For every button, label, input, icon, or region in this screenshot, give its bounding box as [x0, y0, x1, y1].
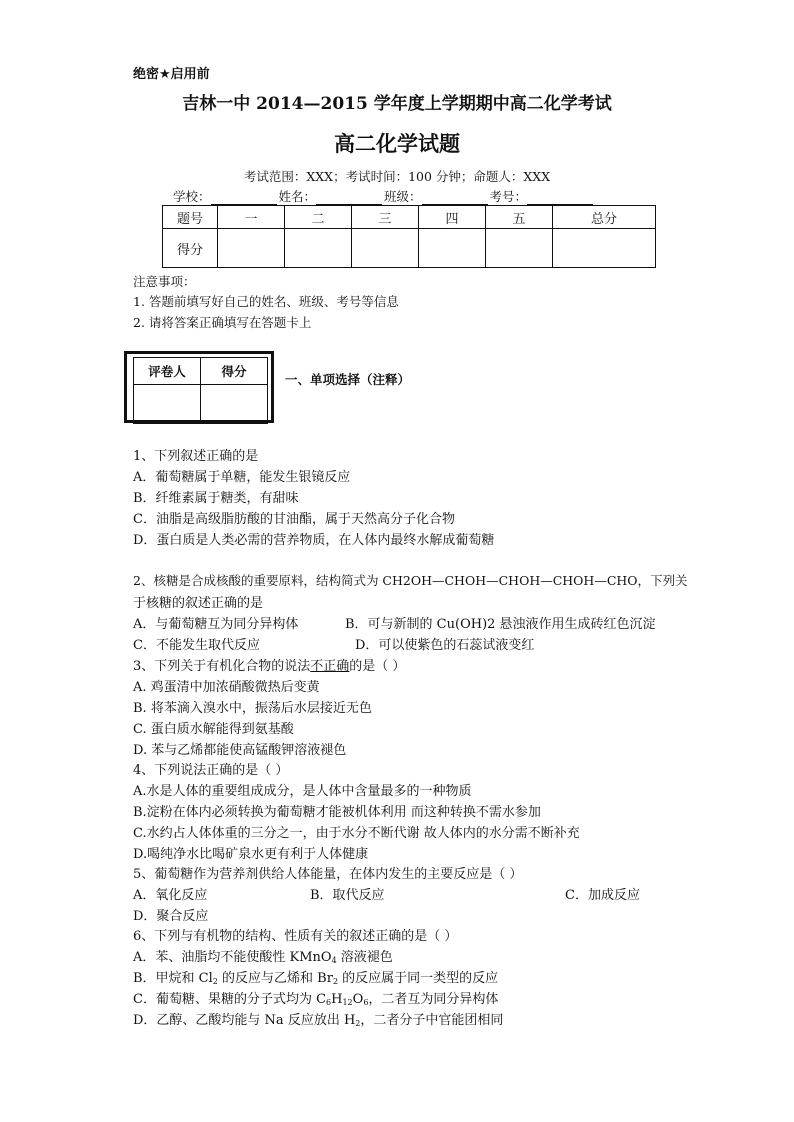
option-b: B．可与新制的 Cu(OH)2 悬浊液作用生成砖红色沉淀 [345, 617, 656, 632]
option-a-text: A．苯、油脂均不能使酸性 KMnO [133, 950, 332, 965]
option-b [133, 967, 498, 986]
option-b: B. 将苯滴入溴水中，振荡后水层接近无色 [133, 701, 372, 716]
grader-label: 评卷人 [134, 358, 201, 385]
name-label: 姓名： [278, 189, 317, 204]
student-info-row [173, 187, 595, 205]
subscript: 4 [331, 956, 337, 965]
notes-heading: 注意事项： [133, 274, 196, 289]
question-stem-cont: 于核糖的叙述正确的是 [133, 596, 264, 611]
option-d-text: D．乙醇、乙酸均能与 Na 反应放出 H [133, 1013, 356, 1028]
element-symbol: H [331, 992, 343, 1007]
option-b-text: B．甲烷和 Cl [133, 971, 213, 986]
question-stem: 1、下列叙述正确的是 [133, 449, 259, 464]
grader-name-cell[interactable] [134, 385, 201, 424]
option-a: A．氧化反应 [133, 888, 208, 903]
score-cell: 总分 [553, 206, 656, 229]
option-b: B．纤维素属于糖类，有甜味 [133, 491, 299, 506]
subscript: 2 [332, 977, 339, 986]
score-cell: 二 [285, 206, 352, 229]
option-a: A．与葡萄糖互为同分异构体 [133, 617, 299, 632]
grader-score-label: 得分 [201, 358, 268, 385]
exam-no-blank [527, 192, 593, 205]
element-symbol: O [352, 992, 364, 1007]
option-c: C．油脂是高级脂肪酸的甘油酯，属于天然高分子化合物 [133, 512, 455, 527]
score-table-score-row [163, 229, 656, 268]
question-stem: 2、核糖是合成核酸的重要原料，结构简式为 CH2OH—CHOH—CHOH—CHOH—CHO，下列关 [133, 573, 688, 588]
score-input-cell[interactable] [218, 229, 285, 268]
option-b: B．取代反应 [310, 888, 385, 903]
option-d: D．蛋白质是人类必需的营养物质，在人体内最终水解成葡萄糖 [133, 533, 495, 548]
score-input-cell[interactable] [486, 229, 553, 268]
score-table [162, 205, 656, 268]
option-b: B.淀粉在体内必须转换为葡萄糖才能被机体利用 而这种转换不需水参加 [133, 805, 541, 820]
option-a-text-end: 溶液褪色 [336, 950, 393, 965]
option-c: C.水约占人体体重的三分之一，由于水分不断代谢 故人体内的水分需不断补充 [133, 826, 580, 841]
subscript: 12 [342, 998, 353, 1007]
score-input-cell[interactable] [285, 229, 352, 268]
school-label: 学校： [173, 189, 211, 204]
stem-pre: 3、下列关于有机化合物的说法 [133, 659, 311, 674]
class-label: 班级： [384, 189, 422, 204]
question-stem: 5、葡萄糖作为营养剂供给人体能量，在体内发生的主要反应是（ ） [133, 867, 523, 882]
score-cell: 四 [419, 206, 486, 229]
option-c: C．不能发生取代反应 [133, 638, 260, 653]
subscript: 2 [212, 977, 218, 986]
option-d [133, 1009, 503, 1028]
exam-title: 吉林一中 2014—2015 学年度上学期期中高二化学考试 [182, 94, 612, 114]
grader-box [124, 351, 274, 423]
option-d: D. 苯与乙烯都能使高锰酸钾溶液褪色 [133, 743, 347, 758]
score-input-cell[interactable] [352, 229, 419, 268]
page-title: 高二化学试题 [334, 132, 460, 156]
grader-table [133, 357, 268, 424]
subscript: 6 [363, 998, 369, 1007]
option-c-text: C．葡萄糖、果糖的分子式均为 C [133, 992, 327, 1007]
exam-no-label: 考号： [489, 189, 528, 204]
grader-score-cell[interactable] [201, 385, 268, 424]
subscript: 2 [355, 1019, 361, 1028]
score-cell: 题号 [163, 206, 218, 229]
class-blank [422, 192, 488, 205]
option-d: D．可以使紫色的石蕊试液变红 [355, 638, 535, 653]
name-blank [316, 192, 382, 205]
option-a: A.水是人体的重要组成成分，是人体中含量最多的一种物质 [133, 784, 472, 799]
option-d: D．聚合反应 [133, 909, 209, 924]
score-input-cell[interactable] [553, 229, 656, 268]
option-c [133, 988, 498, 1007]
question-stem [133, 655, 405, 674]
option-b-text-mid: 的反应与乙烯和 Br [217, 971, 333, 986]
stem-underlined: 不正确 [310, 659, 350, 674]
score-cell: 五 [486, 206, 553, 229]
question-stem: 6、下列与有机物的结构、性质有关的叙述正确的是（ ） [133, 929, 458, 944]
score-label-cell: 得分 [163, 229, 218, 268]
question-stem: 4、下列说法正确的是（ ） [133, 763, 289, 778]
option-a: A. 鸡蛋清中加浓硝酸微热后变黄 [133, 680, 320, 695]
subscript: 6 [326, 998, 332, 1007]
option-c: C. 蛋白质水解能得到氨基酸 [133, 722, 294, 737]
score-table-header-row [163, 206, 656, 229]
option-c: C．加成反应 [565, 888, 640, 903]
secret-label: 绝密★启用前 [133, 67, 210, 82]
score-cell: 三 [352, 206, 419, 229]
option-b-text-end: 的反应属于同一类型的反应 [338, 971, 499, 986]
section-title: 一、单项选择（注释） [285, 372, 411, 387]
school-blank [211, 192, 277, 205]
exam-meta: 考试范围：XXX；考试时间：100 分钟；命题人：XXX [243, 169, 551, 184]
stem-post: 的是（ ） [349, 659, 406, 674]
option-a: A．葡萄糖属于单糖，能发生银镜反应 [133, 470, 351, 485]
option-d-text-end: ，二者分子中官能团相同 [360, 1013, 504, 1028]
option-a [133, 946, 393, 965]
notes-item: 1. 答题前填写好自己的姓名、班级、考号等信息 [133, 294, 399, 309]
option-c-text-end: ，二者互为同分异构体 [368, 992, 499, 1007]
score-input-cell[interactable] [419, 229, 486, 268]
notes-item: 2. 请将答案正确填写在答题卡上 [133, 315, 312, 330]
option-d: D.喝纯净水比喝矿泉水更有利于人体健康 [133, 847, 369, 862]
score-cell: 一 [218, 206, 285, 229]
